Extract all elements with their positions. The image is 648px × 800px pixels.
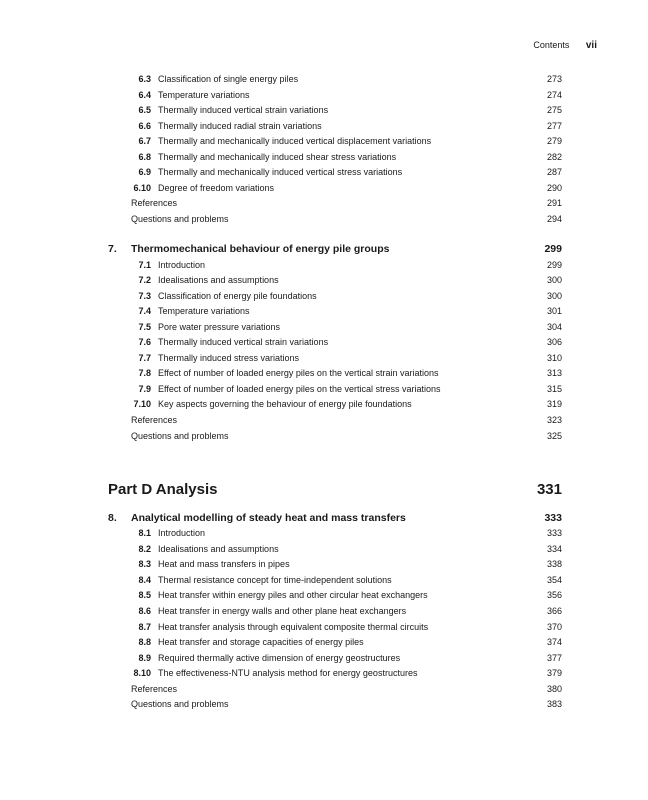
entry-number: 7.10 [133,399,151,409]
entry-number: 8.6 [138,606,151,616]
entry-title: Classification of energy pile foundations [158,291,317,301]
entry-page: 325 [546,431,562,441]
toc-entry[interactable] [108,542,562,556]
entry-page: 274 [546,90,562,100]
entry-title: Thermal resistance concept for time-independent solutions [158,575,392,585]
toc-entry[interactable] [108,273,562,287]
entry-number: 7.3 [138,291,151,301]
toc-entry-questions[interactable] [108,212,562,226]
entry-page: 313 [546,368,562,378]
part-title: Part D Analysis [108,481,218,498]
entry-number: 8.9 [138,653,151,663]
entry-title: Thermally and mechanically induced vertical stress variations [158,167,403,177]
entry-title: References [131,684,178,694]
entry-title: Questions and problems [131,431,229,441]
toc-entry[interactable] [108,588,562,602]
toc-entry[interactable] [108,651,562,665]
entry-page: 300 [546,275,562,285]
toc-entry[interactable] [108,103,562,117]
toc-entry[interactable] [108,88,562,102]
entry-page: 370 [546,622,562,632]
entry-number: 7.1 [138,260,151,270]
entry-number: 8.3 [138,559,151,569]
entry-page: 301 [546,306,562,316]
entry-title: Thermally induced stress variations [158,353,300,363]
entry-number: 7.2 [138,275,151,285]
entry-title: Effect of number of loaded energy piles on the vertical stress variations [158,384,441,394]
entry-number: 8.7 [138,622,151,632]
toc-entry-references[interactable] [108,682,562,696]
entry-number: 8.4 [138,575,151,585]
toc-entry[interactable] [108,573,562,587]
entry-title: Questions and problems [131,699,229,709]
entry-number: 6.4 [138,90,151,100]
entry-number: 7.8 [138,368,151,378]
entry-page: 277 [546,121,562,131]
entry-page: 338 [546,559,562,569]
entry-title: References [131,415,178,425]
entry-title: Thermally and mechanically induced shear stress variations [158,152,397,162]
entry-page: 366 [546,606,562,616]
entry-page: 356 [546,590,562,600]
entry-page: 294 [546,214,562,224]
entry-page: 333 [546,528,562,538]
entry-page: 310 [546,353,562,363]
entry-page: 315 [546,384,562,394]
entry-number: 6.7 [138,136,151,146]
entry-title: Required thermally active dimension of energy geostructures [158,653,401,663]
entry-title: Pore water pressure variations [158,322,281,332]
part-page: 331 [536,481,562,498]
entry-title: Heat transfer within energy piles and other circular heat exchangers [158,590,428,600]
entry-number: 8.8 [138,637,151,647]
toc-entry-questions[interactable] [108,429,562,443]
entry-page: 290 [546,183,562,193]
toc-entry[interactable] [108,557,562,571]
toc-entry[interactable] [108,604,562,618]
chapter-page: 299 [544,243,562,255]
chapter-title: Thermomechanical behaviour of energy pile groups [131,243,390,255]
entry-number: 7.4 [138,306,151,316]
toc-entry[interactable] [108,258,562,272]
entry-title: Thermally induced vertical strain variations [158,105,329,115]
entry-title: Thermally induced vertical strain variations [158,337,329,347]
toc-entry-references[interactable] [108,413,562,427]
entry-title: Heat transfer analysis through equivalent composite thermal circuits [158,622,429,632]
entry-title: Idealisations and assumptions [158,544,279,554]
entry-title: Degree of freedom variations [158,183,275,193]
entry-number: 6.3 [138,74,151,84]
entry-page: 279 [546,136,562,146]
entry-title: Heat transfer in energy walls and other plane heat exchangers [158,606,407,616]
toc-entry[interactable] [108,382,562,396]
toc-entry[interactable] [108,134,562,148]
running-header [533,40,597,51]
entry-number: 8.2 [138,544,151,554]
entry-title: Key aspects governing the behaviour of energy pile foundations [158,399,412,409]
entry-page: 380 [546,684,562,694]
toc-entry-references[interactable] [108,196,562,210]
entry-number: 6.6 [138,121,151,131]
entry-title: Heat and mass transfers in pipes [158,559,290,569]
entry-page: 287 [546,167,562,177]
entry-title: Temperature variations [158,306,250,316]
entry-number: 8.1 [138,528,151,538]
entry-page: 354 [546,575,562,585]
entry-title: Thermally and mechanically induced vertical displacement variations [158,136,432,146]
entry-page: 334 [546,544,562,554]
entry-page: 306 [546,337,562,347]
toc-entry[interactable] [108,320,562,334]
toc-entry[interactable] [108,351,562,365]
entry-page: 323 [546,415,562,425]
entry-number: 7.6 [138,337,151,347]
entry-title: Heat transfer and storage capacities of energy piles [158,637,364,647]
toc-entry-questions[interactable] [108,697,562,711]
entry-page: 374 [546,637,562,647]
toc-entry[interactable] [108,304,562,318]
entry-number: 6.10 [133,183,151,193]
entry-title: Temperature variations [158,90,250,100]
entry-number: 6.8 [138,152,151,162]
toc-entry[interactable] [108,366,562,380]
entry-title: The effectiveness-NTU analysis method for energy geostructures [158,668,418,678]
entry-page: 377 [546,653,562,663]
entry-page: 273 [546,74,562,84]
entry-title: References [131,198,178,208]
entry-page: 291 [546,198,562,208]
entry-number: 7.5 [138,322,151,332]
entry-title: Introduction [158,260,206,270]
toc-entry[interactable] [108,526,562,540]
entry-number: 8.5 [138,590,151,600]
entry-number: 6.9 [138,167,151,177]
entry-title: Idealisations and assumptions [158,275,279,285]
toc-entry[interactable] [108,289,562,303]
entry-page: 282 [546,152,562,162]
entry-number: 8.10 [133,668,151,678]
entry-page: 275 [546,105,562,115]
entry-number: 7.9 [138,384,151,394]
entry-number: 7.7 [138,353,151,363]
running-title: Contents [533,40,570,50]
chapter-number: 7. [108,243,117,255]
entry-number: 6.5 [138,105,151,115]
entry-title: Questions and problems [131,214,229,224]
toc-entry[interactable] [108,181,562,195]
entry-title: Effect of number of loaded energy piles on the vertical strain variations [158,368,439,378]
toc-entry[interactable] [108,635,562,649]
toc-entry[interactable] [108,397,562,411]
entry-title: Thermally induced radial strain variations [158,121,322,131]
chapter-title: Analytical modelling of steady heat and mass transfers [131,512,406,524]
entry-page: 304 [546,322,562,332]
page-number: vii [585,40,597,51]
toc-entry[interactable] [108,666,562,680]
entry-page: 300 [546,291,562,301]
entry-page: 379 [546,668,562,678]
chapter-number: 8. [108,512,117,524]
toc-entry[interactable] [108,150,562,164]
toc-entry[interactable] [108,620,562,634]
toc-entry[interactable] [108,119,562,133]
entry-page: 319 [546,399,562,409]
toc-entry[interactable] [108,335,562,349]
entry-page: 383 [546,699,562,709]
toc-entry[interactable] [108,72,562,86]
entry-title: Introduction [158,528,206,538]
entry-title: Classification of single energy piles [158,74,299,84]
entry-page: 299 [546,260,562,270]
chapter-page: 333 [544,512,562,524]
toc-entry[interactable] [108,165,562,179]
